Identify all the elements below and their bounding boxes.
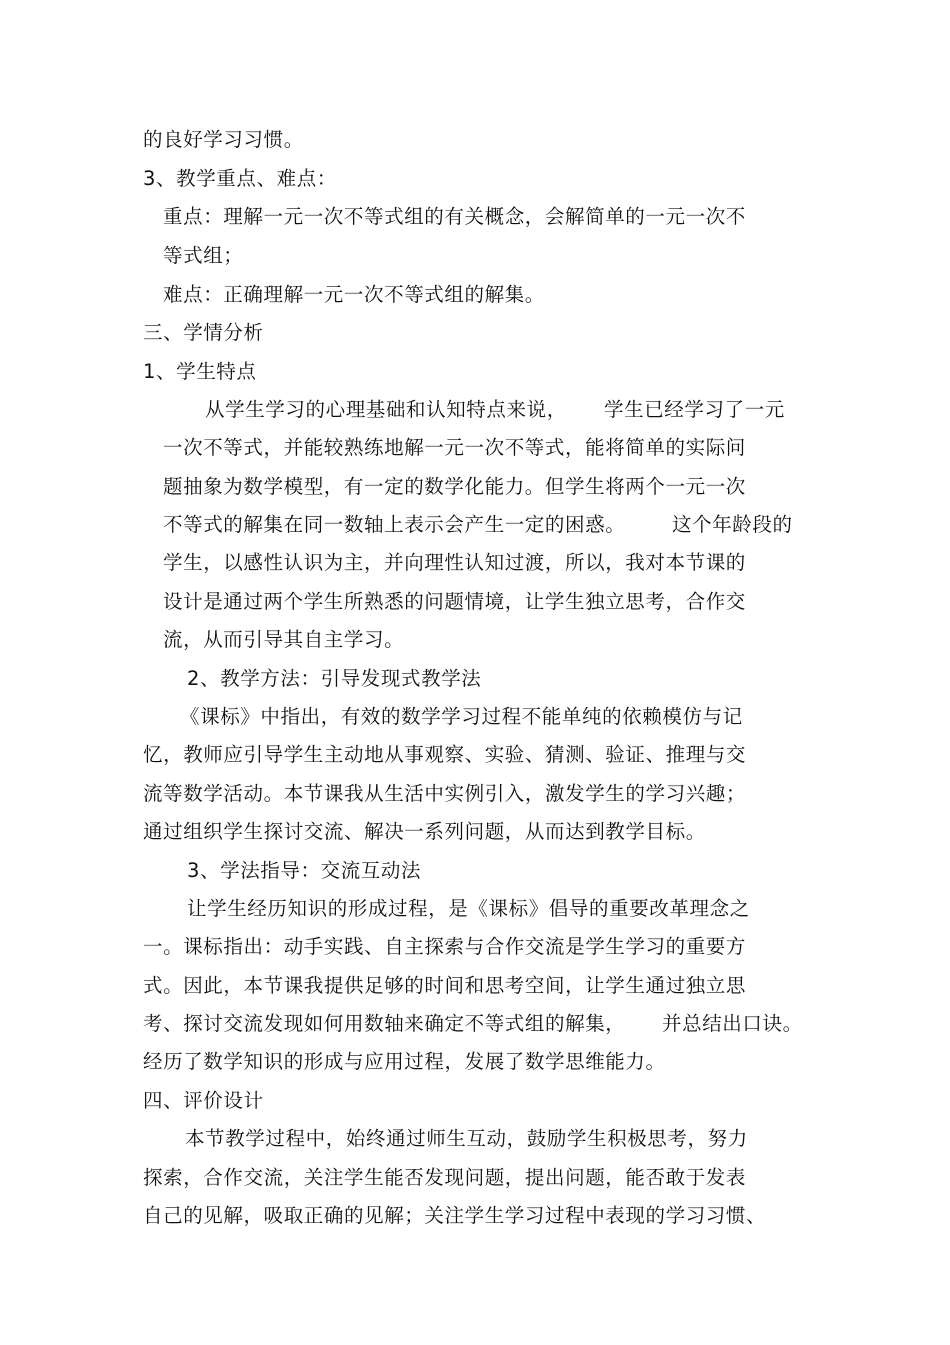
text-line: 通过组织学生探讨交流、解决一系列问题，从而达到教学目标。: [143, 820, 706, 843]
text-line: 学生，以感性认识为主，并向理性认知过渡，所以，我对本节课的: [163, 551, 746, 574]
text-line: 一次不等式，并能较熟练地解一元一次不等式，能将简单的实际问: [163, 436, 746, 459]
text-line: 从学生学习的心理基础和认知特点来说，: [205, 398, 567, 421]
text-line: 流等数学活动。本节课我从生活中实例引入，激发学生的学习兴趣；: [143, 782, 747, 805]
text-line: 并总结出口诀。: [662, 1012, 803, 1035]
text-line: 忆，教师应引导学生主动地从事观察、实验、猜测、验证、推理与交: [143, 743, 747, 766]
text-line: 难点：正确理解一元一次不等式组的解集。: [163, 283, 545, 306]
text-line: 的良好学习习惯。: [143, 128, 304, 151]
text-line: 一。课标指出：动手实践、自主探索与合作交流是学生学习的重要方: [143, 935, 747, 958]
section-heading: 2、教学方法：引导发现式教学法: [187, 667, 482, 690]
text-line: 不等式的解集在同一数轴上表示会产生一定的困惑。: [163, 513, 626, 536]
section-heading: 3、学法指导：交流互动法: [187, 859, 422, 882]
text-line: 学生已经学习了一元: [604, 398, 785, 421]
text-line: 设计是通过两个学生所熟悉的问题情境，让学生独立思考，合作交: [163, 590, 746, 613]
text-line: 自己的见解，吸取正确的见解；关注学生学习过程中表现的学习习惯、: [143, 1204, 767, 1227]
text-line: 本节教学过程中，始终通过师生互动，鼓励学生积极思考，努力: [185, 1127, 748, 1150]
text-line: 让学生经历知识的形成过程，是《课标》倡导的重要改革理念之: [187, 897, 750, 920]
text-line: 《课标》中指出，有效的数学学习过程不能单纯的依赖模仿与记: [180, 705, 743, 728]
section-heading: 三、学情分析: [143, 321, 264, 344]
text-line: 等式组；: [163, 244, 244, 267]
text-line: 式。因此，本节课我提供足够的时间和思考空间，让学生通过独立思: [143, 974, 747, 997]
text-line: 探索，合作交流，关注学生能否发现问题，提出问题，能否敢于发表: [143, 1166, 747, 1189]
text-line: 经历了数学知识的形成与应用过程，发展了数学思维能力。: [143, 1050, 666, 1073]
text-line: 流，从而引导其自主学习。: [163, 628, 405, 651]
text-line: 重点：理解一元一次不等式组的有关概念，会解简单的一元一次不: [163, 205, 746, 228]
section-heading: 四、评价设计: [143, 1089, 264, 1112]
text-line: 这个年龄段的: [672, 513, 793, 536]
text-line: 考、探讨交流发现如何用数轴来确定不等式组的解集，: [143, 1012, 626, 1035]
section-heading: 1、学生特点: [143, 360, 257, 383]
text-line: 题抽象为数学模型，有一定的数学化能力。但学生将两个一元一次: [163, 475, 746, 498]
section-heading: 3、教学重点、难点：: [143, 167, 337, 190]
